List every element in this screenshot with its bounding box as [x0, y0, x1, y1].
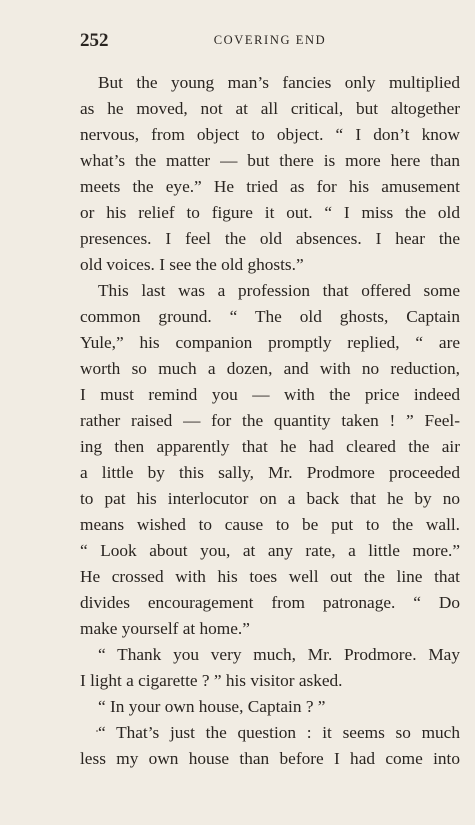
text-line: “ Thank you very much, Mr. Prodmore. May	[98, 645, 460, 664]
text-line: But the young man’s fancies only multiplied	[98, 73, 460, 92]
page-number: 252	[80, 30, 109, 51]
running-title: COVERING END	[213, 33, 327, 47]
text-line: “ Look about you, at any rate, a little more.”	[80, 541, 460, 560]
page-header	[80, 30, 460, 54]
text-line: what’s the matter — but there is more here than	[80, 151, 460, 170]
text-line: make yourself at home.”	[80, 619, 250, 638]
text-line: less my own house than before I had come into	[80, 749, 460, 768]
text-line: worth so much a dozen, and with no reduction,	[80, 359, 460, 378]
text-line: rather raised — for the quantity taken ! ” Feel-	[80, 411, 460, 430]
text-line: Yule,” his companion promptly replied, “ are	[80, 333, 460, 352]
text-line: I must remind you — with the price indeed	[80, 385, 460, 404]
text-line: means wished to cause to be put to the wall.	[80, 515, 460, 534]
text-line: “ In your own house, Captain ? ”	[98, 697, 326, 716]
text-line: a little by this sally, Mr. Prodmore proceeded	[80, 463, 460, 482]
text-line: ing then apparently that he had cleared the air	[80, 437, 460, 456]
text-line: common ground. “ The old ghosts, Captain	[80, 307, 460, 326]
paper-speck	[96, 730, 98, 732]
text-line: “ That’s just the question : it seems so much	[98, 723, 460, 742]
text-line: nervous, from object to object. “ I don’t know	[80, 125, 460, 144]
text-line: presences. I feel the old absences. I hear the	[80, 229, 460, 248]
text-line: divides encouragement from patronage. “ Do	[80, 593, 460, 612]
text-line: to pat his interlocutor on a back that he by no	[80, 489, 460, 508]
text-line: as he moved, not at all critical, but altogether	[80, 99, 460, 118]
text-line: He crossed with his toes well out the line that	[80, 567, 460, 586]
body-text	[80, 70, 460, 772]
text-line: old voices. I see the old ghosts.”	[80, 255, 304, 274]
text-line: meets the eye.” He tried as for his amusement	[80, 177, 460, 196]
text-line: or his relief to figure it out. “ I miss the old	[80, 203, 460, 222]
text-line: This last was a profession that offered some	[98, 281, 460, 300]
text-line: I light a cigarette ? ” his visitor asked.	[80, 671, 343, 690]
